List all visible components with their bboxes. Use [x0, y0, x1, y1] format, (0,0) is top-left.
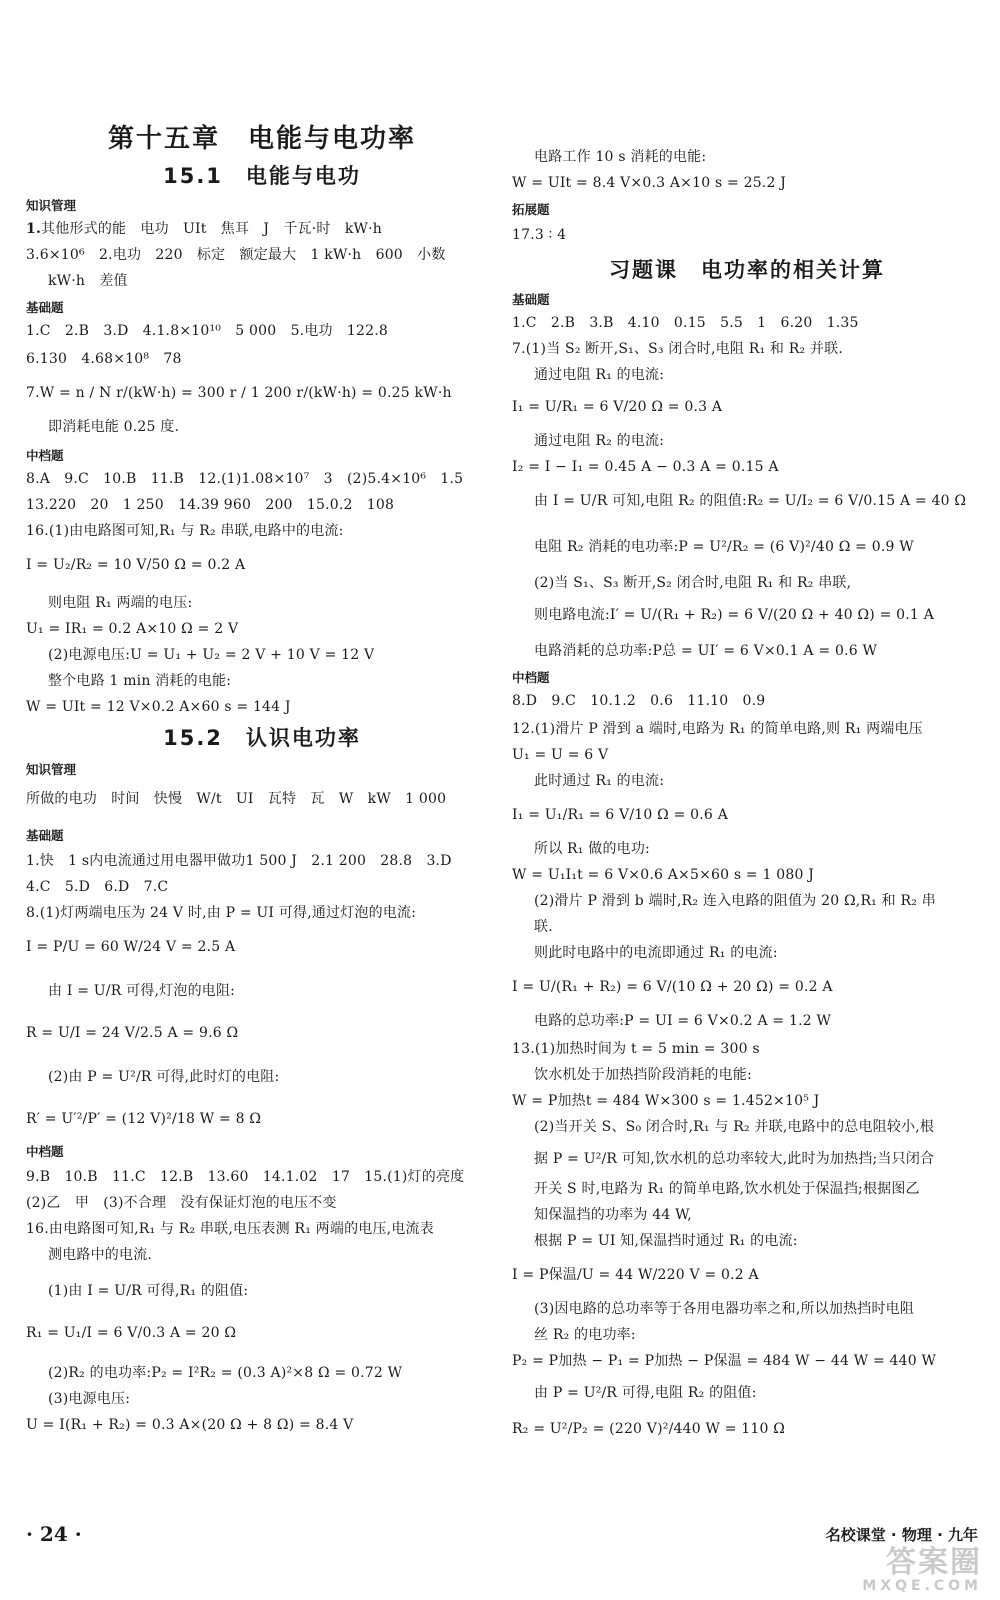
text-line: 电路的总功率:P = UI = 6 V×0.2 A = 1.2 W — [534, 1013, 832, 1029]
text-line: 据 P = U²/R 可知,饮水机的总功率较大,此时为加热挡;当只闭合 — [534, 1151, 935, 1167]
text-line: 开关 S 时,电路为 R₁ 的简单电路,饮水机处于保温挡;根据图乙 — [534, 1181, 920, 1197]
section-label-extension: 拓展题 — [512, 202, 550, 217]
formula-line: W = UIt = 8.4 V×0.3 A×10 s = 25.2 J — [512, 175, 787, 191]
text-line: 饮水机处于加热挡阶段消耗的电能: — [534, 1067, 752, 1083]
text-line: 1.C 2.B 3.B 4.10 0.15 5.5 1 6.20 1.35 — [512, 315, 859, 331]
formula-line: W = UIt = 12 V×0.2 A×60 s = 144 J — [26, 699, 291, 715]
formula-line: R = U/I = 24 V/2.5 A = 9.6 Ω — [26, 1025, 239, 1041]
formula-line: 电阻 R₂ 消耗的电功率:P = U²/R₂ = (6 V)²/40 Ω = 0.9 W — [534, 539, 914, 555]
section-label-knowledge: 知识管理 — [26, 762, 77, 777]
formula-line: P₂ = P加热 − P₁ = P加热 − P保温 = 484 W − 44 W = 440 W — [512, 1353, 937, 1369]
formula-line: I = P/U = 60 W/24 V = 2.5 A — [26, 939, 236, 955]
section-title-15-1: 15.1 电能与电功 — [163, 164, 361, 188]
text-line: 16.(1)由电路图可知,R₁ 与 R₂ 串联,电路中的电流: — [26, 523, 344, 539]
text-line: (2)滑片 P 滑到 b 端时,R₂ 连入电路的阻值为 20 Ω,R₁ 和 R₂ 串 — [534, 893, 936, 909]
section-title-15-2: 15.2 认识电功率 — [163, 726, 361, 750]
section-label-basic: 基础题 — [26, 300, 64, 315]
text-line: 1.C 2.B 3.D 4.1.8×10¹⁰ 5 000 5.电功 122.8 — [26, 323, 389, 339]
section-label-basic: 基础题 — [512, 292, 550, 307]
text-line: 电路工作 10 s 消耗的电能: — [534, 149, 707, 165]
formula-line: I₁ = U₁/R₁ = 6 V/10 Ω = 0.6 A — [512, 807, 728, 823]
text-line: 此时通过 R₁ 的电流: — [534, 773, 665, 789]
text-line: 所以 R₁ 做的电功: — [534, 841, 650, 857]
formula-line: R′ = U′²/P′ = (12 V)²/18 W = 8 Ω — [26, 1111, 262, 1127]
text-line: 1.快 1 s内电流通过用电器甲做功1 500 J 2.1 200 28.8 3.D — [26, 853, 452, 869]
formula-line: 7.W = n / N r/(kW·h) = 300 r / 1 200 r/(kW·h) = 0.25 kW·h — [26, 385, 452, 401]
text-line: (3)因电路的总功率等于各用电器功率之和,所以加热挡时电阻 — [534, 1301, 915, 1317]
text-line: 3.6×10⁶ 2.电功 220 标定 额定最大 1 kW·h 600 小数 — [26, 247, 446, 263]
text-line: 8.A 9.C 10.B 11.B 12.(1)1.08×10⁷ 3 (2)5.4×10⁶ 1.5 — [26, 471, 464, 487]
text-line: 由 P = U²/R 可得,电阻 R₂ 的阻值: — [534, 1385, 757, 1401]
formula-line: I = U₂/R₂ = 10 V/50 Ω = 0.2 A — [26, 557, 246, 573]
text-line: kW·h 差值 — [48, 273, 128, 289]
formula-line: I₁ = U/R₁ = 6 V/20 Ω = 0.3 A — [512, 399, 723, 415]
text-line: 整个电路 1 min 消耗的电能: — [48, 673, 232, 689]
text-line: 8.(1)灯两端电压为 24 V 时,由 P = UI 可得,通过灯泡的电流: — [26, 905, 417, 921]
text-line: (2)当 S₁、S₃ 断开,S₂ 闭合时,电阻 R₁ 和 R₂ 串联, — [534, 575, 852, 591]
text-line: 电路消耗的总功率:P总 = UI′ = 6 V×0.1 A = 0.6 W — [534, 643, 878, 659]
text-line: 则此时电路中的电流即通过 R₁ 的电流: — [534, 945, 778, 961]
section-label-medium: 中档题 — [512, 670, 550, 685]
formula-line: I = U/(R₁ + R₂) = 6 V/(10 Ω + 20 Ω) = 0.2 A — [512, 979, 833, 995]
section-label-knowledge: 知识管理 — [26, 198, 77, 213]
text-line: 4.C 5.D 6.D 7.C — [26, 879, 169, 895]
book-series-footer: 名校课堂 · 物理 · 九年 — [825, 1526, 978, 1544]
text-line: 通过电阻 R₁ 的电流: — [534, 367, 665, 383]
text-line: 即消耗电能 0.25 度. — [48, 419, 180, 435]
text-line: 17.3 ∶ 4 — [512, 227, 567, 243]
section-title-exercise: 习题课 电功率的相关计算 — [609, 258, 885, 282]
text-line: 通过电阻 R₂ 的电流: — [534, 433, 665, 449]
text-line: 7.(1)当 S₂ 断开,S₁、S₃ 闭合时,电阻 R₁ 和 R₂ 并联. — [512, 341, 844, 357]
formula-line: U = I(R₁ + R₂) = 0.3 A×(20 Ω + 8 Ω) = 8.4 V — [26, 1417, 354, 1433]
text-line: 16.由电路图可知,R₁ 与 R₂ 串联,电压表测 R₁ 两端的电压,电流表 — [26, 1221, 434, 1237]
text-line: (2)当开关 S、S₀ 闭合时,R₁ 与 R₂ 并联,电路中的总电阻较小,根 — [534, 1119, 935, 1135]
watermark-logo — [802, 1545, 982, 1594]
text-line: 1.其他形式的能 电功 UIt 焦耳 J 千瓦·时 kW·h — [26, 221, 382, 237]
formula-line: W = U₁I₁t = 6 V×0.6 A×5×60 s = 1 080 J — [512, 867, 815, 883]
section-label-medium: 中档题 — [26, 448, 64, 463]
text-line: 由 I = U/R 可得,灯泡的电阻: — [48, 983, 236, 999]
chapter-title: 第十五章 电能与电功率 — [107, 124, 416, 154]
formula-line: R₁ = U₁/I = 6 V/0.3 A = 20 Ω — [26, 1325, 237, 1341]
watermark-text: 答案圈 — [886, 1545, 982, 1580]
text-line: 所做的电功 时间 快慢 W/t UI 瓦特 瓦 W kW 1 000 — [26, 791, 447, 807]
formula-line: 由 I = U/R 可知,电阻 R₂ 的阻值:R₂ = U/I₂ = 6 V/0.15 A = 40 Ω — [534, 493, 967, 509]
text-line: 则电阻 R₁ 两端的电压: — [48, 595, 193, 611]
text-line: 6.130 4.68×10⁸ 78 — [26, 351, 182, 367]
watermark-url: MXQE.COM — [862, 1578, 982, 1594]
text-line: 丝 R₂ 的电功率: — [534, 1327, 636, 1343]
text-line: (2)R₂ 的电功率:P₂ = I²R₂ = (0.3 A)²×8 Ω = 0.72 W — [48, 1365, 403, 1381]
page-number: · 24 · — [26, 1522, 82, 1546]
formula-line: W = P加热t = 484 W×300 s = 1.452×10⁵ J — [512, 1093, 820, 1109]
text-line: 联. — [534, 919, 553, 935]
text-line: 9.B 10.B 11.C 12.B 13.60 14.1.02 17 15.(1)灯的亮度 — [26, 1169, 465, 1185]
text-line: (2)乙 甲 (3)不合理 没有保证灯泡的电压不变 — [26, 1195, 337, 1211]
text-line: (3)电源电压: — [48, 1391, 131, 1407]
text-line: 根据 P = UI 知,保温挡时通过 R₁ 的电流: — [534, 1233, 798, 1249]
formula-line: I₂ = I − I₁ = 0.45 A − 0.3 A = 0.15 A — [512, 459, 779, 475]
text-line: 知保温挡的功率为 44 W, — [534, 1207, 692, 1223]
formula-line: 则电路电流:I′ = U/(R₁ + R₂) = 6 V/(20 Ω + 40 Ω) = 0.1 A — [534, 607, 935, 623]
section-label-medium: 中档题 — [26, 1144, 64, 1159]
formula-line: R₂ = U²/P₂ = (220 V)²/440 W = 110 Ω — [512, 1421, 786, 1437]
text-line: 12.(1)滑片 P 滑到 a 端时,电路为 R₁ 的简单电路,则 R₁ 两端电压 — [512, 721, 923, 737]
formula-line: U₁ = U = 6 V — [512, 747, 609, 763]
text-line: 13.(1)加热时间为 t = 5 min = 300 s — [512, 1041, 760, 1057]
formula-line: I = P保温/U = 44 W/220 V = 0.2 A — [512, 1267, 759, 1283]
text-line: 13.220 20 1 250 14.39 960 200 15.0.2 108 — [26, 497, 395, 513]
text-line: 测电路中的电流. — [48, 1247, 153, 1263]
text-line: (1)由 I = U/R 可得,R₁ 的阻值: — [48, 1283, 249, 1299]
text-line: (2)由 P = U²/R 可得,此时灯的电阻: — [48, 1069, 280, 1085]
section-label-basic: 基础题 — [26, 828, 64, 843]
text-line: 8.D 9.C 10.1.2 0.6 11.10 0.9 — [512, 693, 766, 709]
text-line: (2)电源电压:U = U₁ + U₂ = 2 V + 10 V = 12 V — [48, 647, 375, 663]
formula-line: U₁ = IR₁ = 0.2 A×10 Ω = 2 V — [26, 621, 239, 637]
